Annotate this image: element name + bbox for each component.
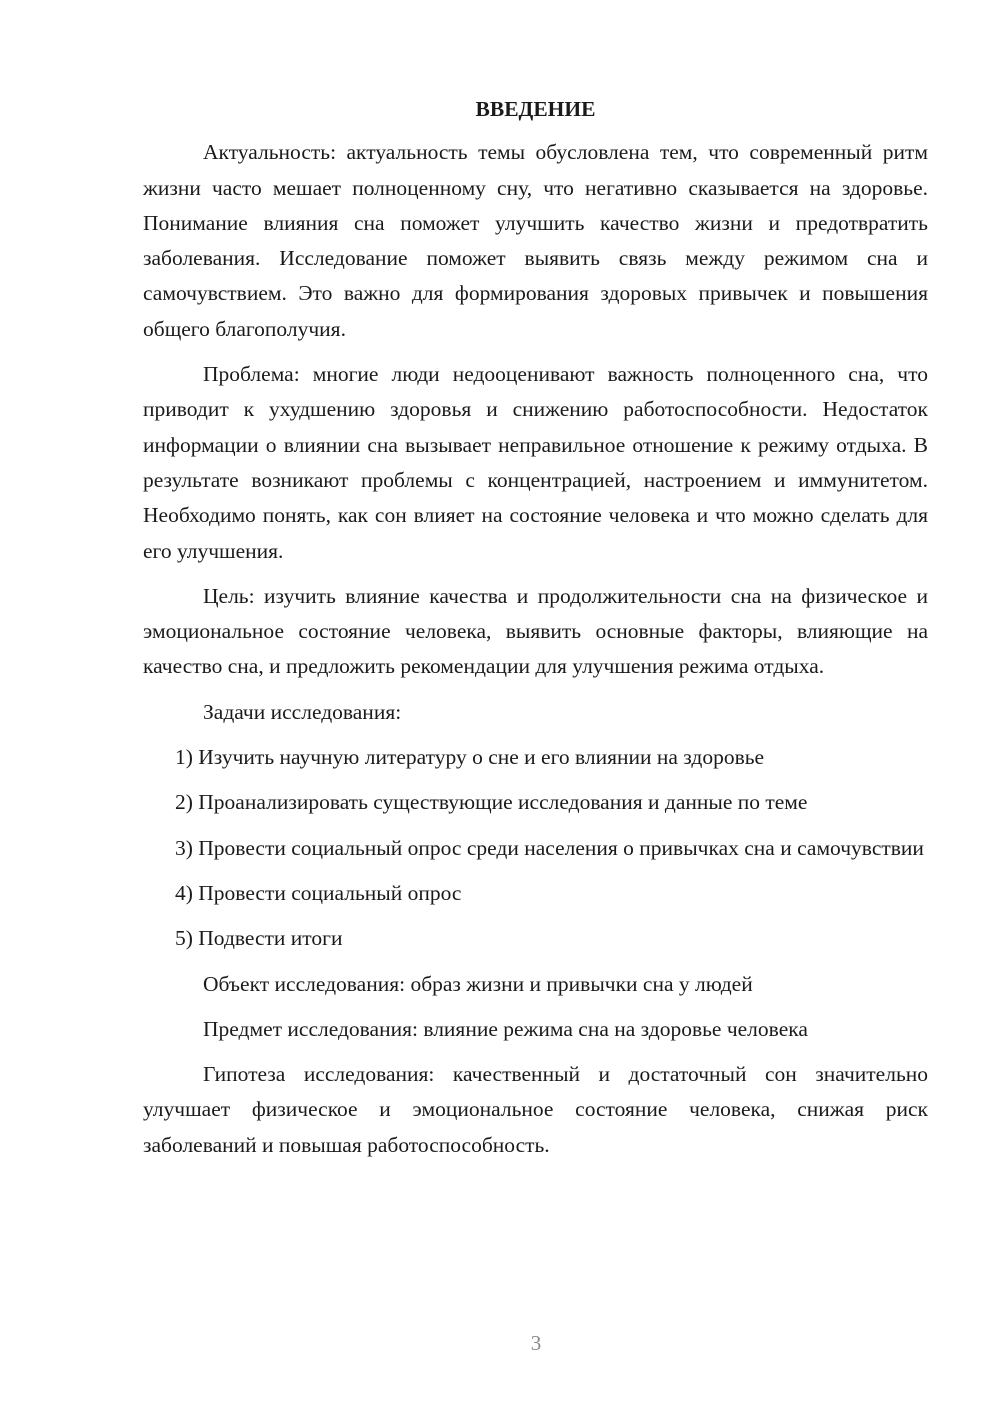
paragraph-object: Объект исследования: образ жизни и привычки сна у людей (203, 971, 753, 996)
paragraph-relevance: Актуальность: актуальность темы обусловлена тем, что современный ритм жизни часто мешает полноценному сну, что негативно сказывается на здоровье. Понимание влияния сна поможет улучшить качество жизни и предотвратить заболевания. Исследование поможет выявить связь между режимом сна и самочувствием. Это важно для формирования здоровых привычек и повышения общего благополучия. (143, 140, 928, 341)
task-item-1: 1) Изучить научную литературу о сне и его влиянии на здоровье (175, 745, 765, 770)
task-item-5: 5) Подвести итоги (175, 926, 343, 951)
task-item-3: 3) Провести социальный опрос среди населения о привычках сна и самочувствии (175, 835, 924, 860)
page-number: 3 (530, 1331, 542, 1355)
tasks-heading: Задачи исследования: (203, 699, 402, 724)
paragraph-problem: Проблема: многие люди недооценивают важность полноценного сна, что приводит к ухудшению здоровья и снижению работоспособности. Недостаток информации о влиянии сна вызывает неправильное отношение к режиму отдыха. В результате возникают проблемы с концентрацией, настроением и иммунитетом. Необходимо понять, как сон влияет на состояние человека и что можно сделать для его улучшения. (143, 362, 928, 563)
task-item-2: 2) Проанализировать существующие исследования и данные по теме (175, 790, 808, 815)
paragraph-subject: Предмет исследования: влияние режима сна на здоровье человека (203, 1016, 808, 1041)
task-item-4: 4) Провести социальный опрос (175, 880, 462, 905)
page-content (143, 92, 928, 1173)
page-title: ВВЕДЕНИЕ (475, 97, 596, 121)
paragraph-hypothesis: Гипотеза исследования: качественный и достаточный сон значительно улучшает физическое и эмоциональное состояние человека, снижая риск заболеваний и повышая работоспособность. (143, 1062, 928, 1157)
paragraph-goal: Цель: изучить влияние качества и продолжительности сна на физическое и эмоциональное состояние человека, выявить основные факторы, влияющие на качество сна, и предложить рекомендации для улучшения режима отдыха. (143, 583, 928, 679)
